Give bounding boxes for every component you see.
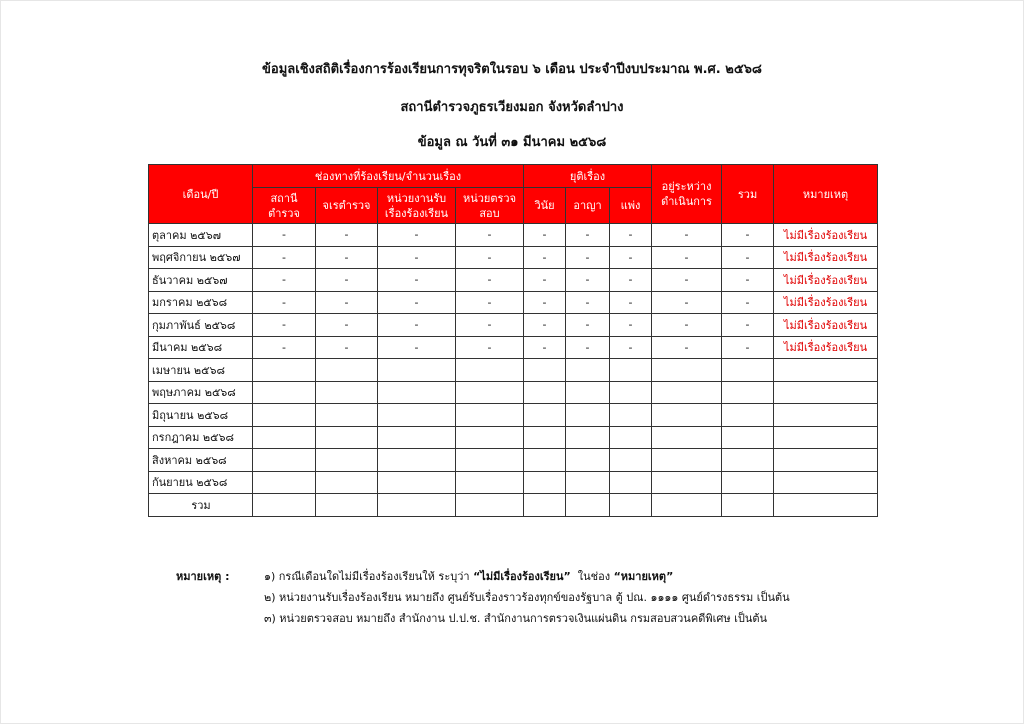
month-cell: มิถุนายน ๒๕๖๘ xyxy=(149,404,253,427)
criminal-cell xyxy=(566,449,610,472)
civil-cell xyxy=(610,404,652,427)
inspector-cell: - xyxy=(456,269,524,292)
discipline-cell xyxy=(524,359,566,382)
header-channel-inspector: หน่วยตรวจสอบ xyxy=(456,188,524,224)
total-negotiate-cell xyxy=(316,494,378,517)
month-cell: พฤศจิกายน ๒๕๖๗ xyxy=(149,246,253,269)
total-cell: - xyxy=(722,246,774,269)
discipline-cell xyxy=(524,471,566,494)
in-progress-cell xyxy=(652,449,722,472)
inspector-cell: - xyxy=(456,224,524,247)
station-cell xyxy=(253,359,316,382)
station-cell xyxy=(253,381,316,404)
header-closed-discipline: วินัย xyxy=(524,188,566,224)
total-in-progress-cell xyxy=(652,494,722,517)
header-month: เดือน/ปี xyxy=(149,165,253,224)
report-title: ข้อมูลเชิงสถิติเรื่องการร้องเรียนการทุจริตในรอบ ๖ เดือน ประจำปีงบประมาณ พ.ศ. ๒๕๖๘ xyxy=(262,62,762,77)
table-row xyxy=(149,314,878,337)
station-cell: - xyxy=(253,291,316,314)
note-2: ๒) หน่วยงานรับเรื่องร้องเรียน หมายถึง ศูนย์รับเรื่องราวร้องทุกข์ของรัฐบาล ตู้ ปณ. ๑๑๑๑ ศูนย์ดำรงธรรม เป็นต้น xyxy=(264,591,790,604)
inspector-cell xyxy=(456,426,524,449)
station-cell: - xyxy=(253,246,316,269)
negotiate-cell: - xyxy=(316,246,378,269)
total-inspector-cell xyxy=(456,494,524,517)
total-cell: - xyxy=(722,336,774,359)
total-row-label: รวม xyxy=(149,494,253,517)
header-in-progress: อยู่ระหว่างดำเนินการ xyxy=(652,165,722,224)
total-row xyxy=(149,494,878,517)
in-progress-cell: - xyxy=(652,246,722,269)
note-1-bold-remark: “หมายเหตุ” xyxy=(613,570,674,583)
receiver-cell xyxy=(378,404,456,427)
criminal-cell xyxy=(566,471,610,494)
total-cell xyxy=(722,471,774,494)
discipline-cell xyxy=(524,381,566,404)
negotiate-cell: - xyxy=(316,224,378,247)
civil-cell xyxy=(610,449,652,472)
total-cell: - xyxy=(722,291,774,314)
month-cell: เมษายน ๒๕๖๘ xyxy=(149,359,253,382)
note-1-prefix: ๑) กรณีเดือนใดไม่มีเรื่องร้องเรียนให้ ระบุว่า xyxy=(264,570,474,583)
negotiate-cell xyxy=(316,359,378,382)
criminal-cell xyxy=(566,404,610,427)
in-progress-cell: - xyxy=(652,291,722,314)
civil-cell xyxy=(610,359,652,382)
month-cell: พฤษภาคม ๒๕๖๘ xyxy=(149,381,253,404)
receiver-cell: - xyxy=(378,314,456,337)
receiver-cell xyxy=(378,359,456,382)
header-closed-civil: แพ่ง xyxy=(610,188,652,224)
civil-cell xyxy=(610,381,652,404)
negotiate-cell xyxy=(316,381,378,404)
in-progress-cell: - xyxy=(652,224,722,247)
criminal-cell: - xyxy=(566,224,610,247)
header-channel-receiver: หน่วยงานรับเรื่องร้องเรียน xyxy=(378,188,456,224)
total-cell: - xyxy=(722,269,774,292)
in-progress-cell xyxy=(652,426,722,449)
receiver-cell: - xyxy=(378,246,456,269)
in-progress-cell xyxy=(652,359,722,382)
header-remark: หมายเหตุ xyxy=(774,165,878,224)
month-cell: กุมภาพันธ์ ๒๕๖๘ xyxy=(149,314,253,337)
criminal-cell xyxy=(566,381,610,404)
total-cell xyxy=(722,381,774,404)
station-cell xyxy=(253,426,316,449)
note-1-middle: ในช่อง xyxy=(570,570,614,583)
table-row xyxy=(149,426,878,449)
in-progress-cell xyxy=(652,404,722,427)
header-channels-group: ช่องทางที่ร้องเรียน/จำนวนเรื่อง xyxy=(253,165,524,188)
criminal-cell: - xyxy=(566,269,610,292)
discipline-cell xyxy=(524,426,566,449)
table-row xyxy=(149,336,878,359)
total-total-cell xyxy=(722,494,774,517)
station-cell xyxy=(253,449,316,472)
inspector-cell xyxy=(456,381,524,404)
table-row xyxy=(149,404,878,427)
inspector-cell: - xyxy=(456,246,524,269)
inspector-cell: - xyxy=(456,291,524,314)
month-cell: มกราคม ๒๕๖๘ xyxy=(149,291,253,314)
station-cell: - xyxy=(253,269,316,292)
criminal-cell xyxy=(566,359,610,382)
remark-cell xyxy=(774,426,878,449)
criminal-cell: - xyxy=(566,336,610,359)
receiver-cell: - xyxy=(378,269,456,292)
total-cell xyxy=(722,359,774,382)
month-cell: กันยายน ๒๕๖๘ xyxy=(149,471,253,494)
civil-cell xyxy=(610,426,652,449)
remark-cell: ไม่มีเรื่องร้องเรียน xyxy=(774,246,878,269)
total-remark-cell xyxy=(774,494,878,517)
note-1 xyxy=(264,566,904,587)
month-cell: สิงหาคม ๒๕๖๘ xyxy=(149,449,253,472)
total-station-cell xyxy=(253,494,316,517)
negotiate-cell: - xyxy=(316,314,378,337)
station-cell xyxy=(253,404,316,427)
remark-cell: ไม่มีเรื่องร้องเรียน xyxy=(774,224,878,247)
inspector-cell: - xyxy=(456,336,524,359)
note-3: ๓) หน่วยตรวจสอบ หมายถึง สำนักงาน ป.ป.ช. สำนักงานการตรวจเงินแผ่นดิน กรมสอบสวนคดีพิเศษ เป็นต้น xyxy=(264,612,767,625)
total-discipline-cell xyxy=(524,494,566,517)
table-row xyxy=(149,246,878,269)
civil-cell: - xyxy=(610,246,652,269)
remark-cell: ไม่มีเรื่องร้องเรียน xyxy=(774,336,878,359)
discipline-cell: - xyxy=(524,314,566,337)
total-cell xyxy=(722,426,774,449)
negotiate-cell xyxy=(316,426,378,449)
header-total: รวม xyxy=(722,165,774,224)
month-cell: กรกฎาคม ๒๕๖๘ xyxy=(149,426,253,449)
receiver-cell xyxy=(378,426,456,449)
in-progress-cell: - xyxy=(652,336,722,359)
civil-cell: - xyxy=(610,336,652,359)
negotiate-cell: - xyxy=(316,336,378,359)
in-progress-cell xyxy=(652,471,722,494)
total-civil-cell xyxy=(610,494,652,517)
month-cell: ตุลาคม ๒๕๖๗ xyxy=(149,224,253,247)
in-progress-cell: - xyxy=(652,269,722,292)
civil-cell: - xyxy=(610,291,652,314)
total-cell: - xyxy=(722,314,774,337)
table-row xyxy=(149,359,878,382)
inspector-cell xyxy=(456,404,524,427)
remark-cell xyxy=(774,359,878,382)
negotiate-cell xyxy=(316,471,378,494)
criminal-cell: - xyxy=(566,246,610,269)
table-row xyxy=(149,449,878,472)
month-cell: ธันวาคม ๒๕๖๗ xyxy=(149,269,253,292)
station-cell: - xyxy=(253,314,316,337)
remark-cell xyxy=(774,449,878,472)
in-progress-cell xyxy=(652,381,722,404)
inspector-cell xyxy=(456,449,524,472)
civil-cell: - xyxy=(610,269,652,292)
discipline-cell xyxy=(524,404,566,427)
discipline-cell: - xyxy=(524,269,566,292)
receiver-cell: - xyxy=(378,224,456,247)
table-row xyxy=(149,269,878,292)
total-cell xyxy=(722,404,774,427)
total-cell xyxy=(722,449,774,472)
table-row xyxy=(149,381,878,404)
negotiate-cell xyxy=(316,404,378,427)
civil-cell: - xyxy=(610,224,652,247)
criminal-cell: - xyxy=(566,314,610,337)
header-closed-criminal: อาญา xyxy=(566,188,610,224)
station-name: สถานีตำรวจภูธรเวียงมอก จังหวัดลำปาง xyxy=(400,100,624,115)
discipline-cell: - xyxy=(524,336,566,359)
receiver-cell xyxy=(378,449,456,472)
receiver-cell: - xyxy=(378,336,456,359)
inspector-cell: - xyxy=(456,314,524,337)
negotiate-cell: - xyxy=(316,291,378,314)
receiver-cell xyxy=(378,381,456,404)
station-cell xyxy=(253,471,316,494)
remark-cell xyxy=(774,404,878,427)
receiver-cell xyxy=(378,471,456,494)
total-criminal-cell xyxy=(566,494,610,517)
negotiate-cell: - xyxy=(316,269,378,292)
negotiate-cell xyxy=(316,449,378,472)
header-channel-station: สถานีตำรวจ xyxy=(253,188,316,224)
remark-cell: ไม่มีเรื่องร้องเรียน xyxy=(774,291,878,314)
table-row xyxy=(149,291,878,314)
discipline-cell xyxy=(524,449,566,472)
inspector-cell xyxy=(456,359,524,382)
table-row xyxy=(149,471,878,494)
discipline-cell: - xyxy=(524,224,566,247)
station-cell: - xyxy=(253,224,316,247)
notes-lines xyxy=(264,566,904,629)
header-channel-negotiate: จเรตำรวจ xyxy=(316,188,378,224)
table-row xyxy=(149,224,878,247)
discipline-cell: - xyxy=(524,246,566,269)
total-cell: - xyxy=(722,224,774,247)
civil-cell: - xyxy=(610,314,652,337)
remark-cell: ไม่มีเรื่องร้องเรียน xyxy=(774,269,878,292)
data-date: ข้อมูล ณ วันที่ ๓๑ มีนาคม ๒๕๖๘ xyxy=(417,135,607,150)
inspector-cell xyxy=(456,471,524,494)
remark-cell xyxy=(774,471,878,494)
in-progress-cell: - xyxy=(652,314,722,337)
receiver-cell: - xyxy=(378,291,456,314)
notes-label: หมายเหตุ : xyxy=(176,570,230,583)
station-cell: - xyxy=(253,336,316,359)
month-cell: มีนาคม ๒๕๖๘ xyxy=(149,336,253,359)
remark-cell: ไม่มีเรื่องร้องเรียน xyxy=(774,314,878,337)
civil-cell xyxy=(610,471,652,494)
header-closed-group: ยุติเรื่อง xyxy=(524,165,652,188)
total-receiver-cell xyxy=(378,494,456,517)
criminal-cell xyxy=(566,426,610,449)
criminal-cell: - xyxy=(566,291,610,314)
note-1-bold-no-complaint: “ไม่มีเรื่องร้องเรียน” xyxy=(473,570,571,583)
complaint-stats-table xyxy=(148,164,878,517)
discipline-cell: - xyxy=(524,291,566,314)
remark-cell xyxy=(774,381,878,404)
